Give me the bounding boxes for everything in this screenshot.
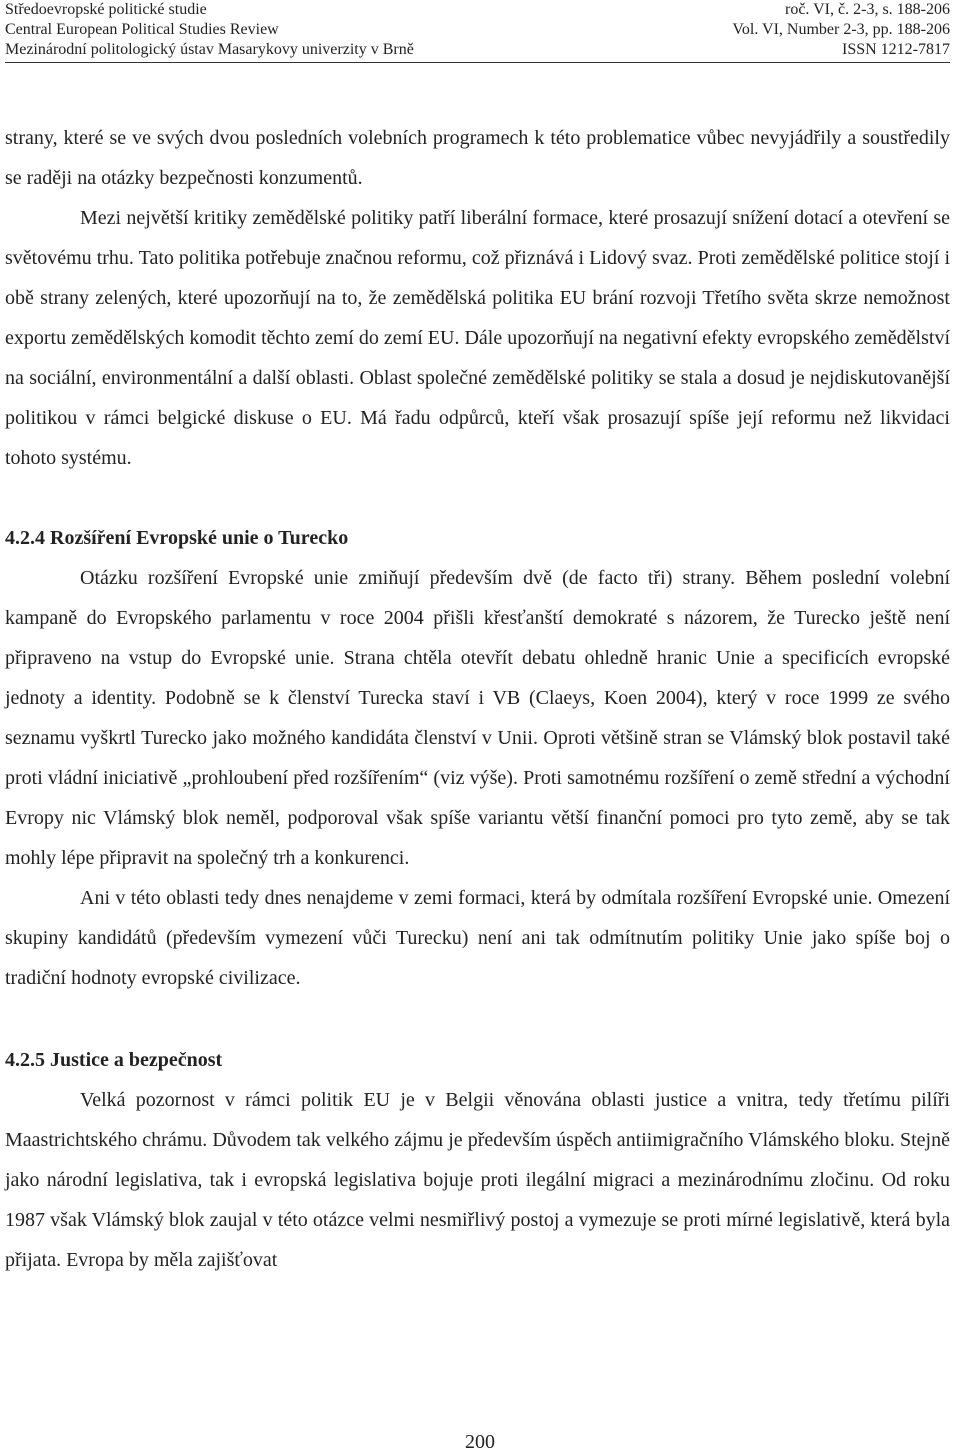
header-row-2	[5, 20, 950, 40]
paragraph-continuation: strany, které se ve svých dvou posledních volebních programech k této problematice vůbec nevyjádřily a soustředily se raději na otázky bezpečnosti konzumentů.	[5, 127, 950, 189]
section-spacer	[5, 478, 950, 518]
publisher: Mezinárodní politologický ústav Masarykovy univerzity v Brně	[5, 41, 414, 58]
section-spacer	[5, 998, 950, 1040]
page-footer	[0, 1430, 960, 1454]
article-body	[5, 118, 950, 1280]
paragraph-enlargement: Otázku rozšíření Evropské unie zmiňují především dvě (de facto tři) strany. Během poslední volební kampaně do Evropského parlamentu v roce 2004 přišli křesťanští demokraté s názorem, že Turecko ještě není připraveno na vstup do Evropské unie. Strana chtěla otevřít debatu ohledně hranic Unie a specificích evropské jednoty a identity. Podobně se k členství Turecka staví i VB (Claeys, Koen 2004), který v roce 1999 ze svého seznamu vyškrtl Turecko jako možného kandidáta členství v Unii. Oproti většině stran se Vlámský blok postavil také proti vládní iniciativě „prohloubení před rozšířením“ (viz výše). Proti samotnému rozšíření o země střední a východní Evropy nic Vlámský blok neměl, podporoval však spíše variantu větší finanční pomoci pro tyto země, aby se tak mohly lépe připravit na společný trh a konkurenci.	[5, 567, 950, 869]
paragraph-justice: Velká pozornost v rámci politik EU je v Belgii věnována oblasti justice a vnitra, tedy třetímu pilíři Maastrichtského chrámu. Důvodem tak velkého zájmu je především úspěch antiimigračního Vlámského bloku. Stejně jako národní legislativa, tak i evropská legislativa bojuje proti ilegální migraci a mezinárodnímu zločinu. Od roku 1987 však Vlámský blok zaujal v této otázce velmi nesmiřlivý postoj a vymezuje se proti mírné legislativě, která byla přijata. Evropa by měla zajišťovat	[5, 1089, 950, 1271]
page-number: 200	[465, 1431, 495, 1453]
header-row-1	[5, 0, 950, 20]
paragraph-enlargement-summary: Ani v této oblasti tedy dnes nenajdeme v zemi formaci, která by odmítala rozšíření Evropské unie. Omezení skupiny kandidátů (především vymezení vůči Turecku) není ani tak odmítnutím politiky Unie jako spíše boj o tradiční hodnoty evropské civilizace.	[5, 887, 950, 989]
volume-info-en: Vol. VI, Number 2-3, pp. 188-206	[732, 21, 950, 38]
section-heading-justice: 4.2.5 Justice a bezpečnost	[5, 1049, 223, 1071]
journal-title-en: Central European Political Studies Review	[5, 21, 279, 38]
section-heading-enlargement: 4.2.4 Rozšíření Evropské unie o Turecko	[5, 527, 349, 549]
header-row-3	[5, 40, 950, 60]
journal-title-cz: Středoevropské politické studie	[5, 1, 207, 18]
issn: ISSN 1212-7817	[841, 41, 950, 58]
running-header	[5, 0, 950, 63]
volume-info-cz: roč. VI, č. 2-3, s. 188-206	[784, 1, 950, 18]
paragraph-agriculture-critics: Mezi největší kritiky zemědělské politiky patří liberální formace, které prosazují snížení dotací a otevření se světovému trhu. Tato politika potřebuje značnou reformu, což přiznává i Lidový svaz. Proti zemědělské politice stojí i obě strany zelených, které upozorňují na to, že zemědělská politika EU brání rozvoji Třetího světa skrze nemožnost exportu zemědělských komodit těchto zemí do zemí EU. Dále upozorňují na negativní efekty evropského zemědělství na sociální, environmentální a další oblasti. Oblast společné zemědělské politiky se stala a dosud je nejdiskutovanější politikou v rámci belgické diskuse o EU. Má řadu odpůrců, kteří však prosazují spíše její reformu než likvidaci tohoto systému.	[5, 207, 950, 469]
